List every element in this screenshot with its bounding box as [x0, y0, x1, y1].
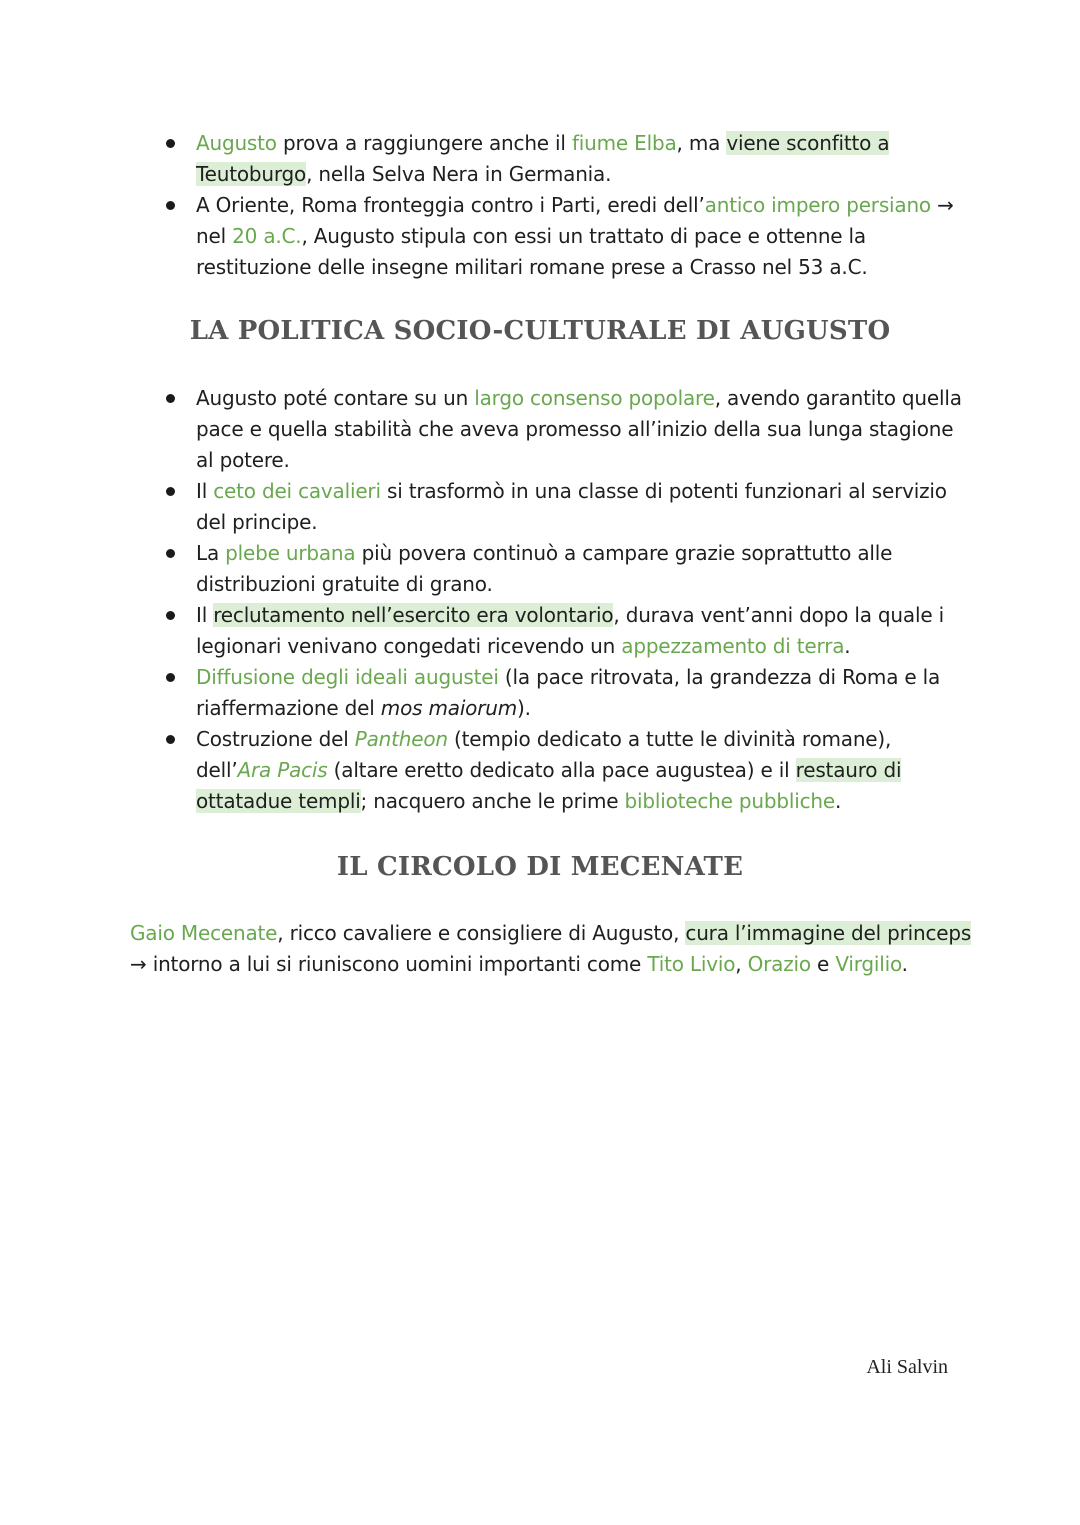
term-tito-livio: Tito Livio: [647, 952, 736, 976]
bullet-icon: [166, 139, 175, 148]
text-run: → intorno a lui si riuniscono uomini importanti come: [130, 952, 648, 976]
term-ideali-augustei: Diffusione degli ideali augustei: [196, 665, 499, 689]
list-item: [164, 724, 964, 817]
socio-cultural-list: [164, 383, 964, 817]
text-run: Costruzione del: [196, 727, 355, 751]
term-ceto-cavalieri: ceto dei cavalieri: [213, 479, 381, 503]
text-run: (altare eretto dedicato alla pace augustea) e il: [327, 758, 796, 782]
text-run: , nella Selva Nera in Germania.: [306, 162, 612, 186]
term-impero-persiano: antico impero persiano: [704, 193, 931, 217]
highlight-reclutamento: reclutamento nell’esercito era volontario: [213, 603, 614, 627]
list-item: [164, 476, 964, 538]
term-fiume-elba: fiume Elba: [571, 131, 677, 155]
bullet-icon: [166, 673, 175, 682]
bullet-icon: [166, 487, 175, 496]
mecenate-paragraph: [130, 918, 990, 980]
text-run: → nel: [196, 193, 954, 248]
list-item: [164, 190, 964, 283]
text-run: , avendo garantito quella pace e quella stabilità che aveva promesso all’inizio della sua lunga stagione al potere.: [196, 386, 962, 472]
text-run: e: [810, 952, 836, 976]
text-run: .: [901, 952, 908, 976]
highlight-immagine-princeps: cura l’immagine del princeps: [685, 921, 972, 945]
text-run: , ricco cavaliere e consigliere di Augusto,: [277, 921, 686, 945]
text-run: si trasformò in una classe di potenti funzionari al servizio del principe.: [196, 479, 947, 534]
section-heading-politica-socio-culturale: LA POLITICA SOCIO-CULTURALE DI AUGUSTO: [189, 316, 891, 346]
bullet-icon: [166, 201, 175, 210]
term-appezzamento: appezzamento di terra: [621, 634, 845, 658]
text-run: più povera continuò a campare grazie soprattutto alle distribuzioni gratuite di grano.: [196, 541, 893, 596]
highlight-teutoburgo: viene sconfitto a Teutoburgo: [196, 131, 890, 186]
term-mos-maiorum: mos maiorum: [380, 696, 517, 720]
list-item: [164, 128, 964, 190]
bullet-icon: [166, 735, 175, 744]
text-run: , ma: [676, 131, 727, 155]
term-plebe-urbana: plebe urbana: [225, 541, 356, 565]
term-largo-consenso: largo consenso popolare: [474, 386, 715, 410]
text-run: prova a raggiungere anche il: [276, 131, 572, 155]
list-item: [164, 600, 964, 662]
text-run: ; nacquero anche le prime: [360, 789, 625, 813]
term-ara-pacis: Ara Pacis: [237, 758, 328, 782]
term-pantheon: Pantheon: [354, 727, 448, 751]
list-item: [164, 662, 964, 724]
term-20-ac: 20 a.C.: [232, 224, 302, 248]
term-augusto: Augusto: [196, 131, 277, 155]
text-run: (la pace ritrovata, la grandezza di Roma e la riaffermazione del: [196, 665, 941, 720]
text-run: , durava vent’anni dopo la quale i legionari venivano congedati ricevendo un: [196, 603, 944, 658]
text-run: (tempio dedicato a tutte le divinità romane), dell’: [196, 727, 892, 782]
text-run: ,: [735, 952, 748, 976]
text-run: Il: [196, 479, 214, 503]
list-item: [164, 383, 964, 476]
campaigns-list: [164, 128, 964, 283]
bullet-icon: [166, 549, 175, 558]
list-item: [164, 538, 964, 600]
text-run: La: [196, 541, 226, 565]
bullet-icon: [166, 611, 175, 620]
term-virgilio: Virgilio: [835, 952, 902, 976]
text-run: .: [844, 634, 851, 658]
term-biblioteche: biblioteche pubbliche: [624, 789, 835, 813]
author-signature: Ali Salvin: [866, 1356, 948, 1378]
text-run: .: [834, 789, 842, 813]
text-run: ).: [517, 696, 531, 720]
text-run: Augusto poté contare su un: [196, 386, 475, 410]
section-heading-circolo-mecenate: IL CIRCOLO DI MECENATE: [336, 852, 744, 882]
text-run: A Oriente, Roma fronteggia contro i Parti, eredi dell’: [196, 193, 705, 217]
highlight-restauro-templi: restauro di ottatadue templi: [196, 758, 902, 813]
text-run: Il: [196, 603, 214, 627]
term-orazio: Orazio: [747, 952, 811, 976]
text-run: , Augusto stipula con essi un trattato di pace e ottenne la restituzione delle insegne militari romane prese a Crasso nel 53 a.C.: [196, 224, 868, 279]
term-gaio-mecenate: Gaio Mecenate: [130, 921, 278, 945]
bullet-icon: [166, 394, 175, 403]
